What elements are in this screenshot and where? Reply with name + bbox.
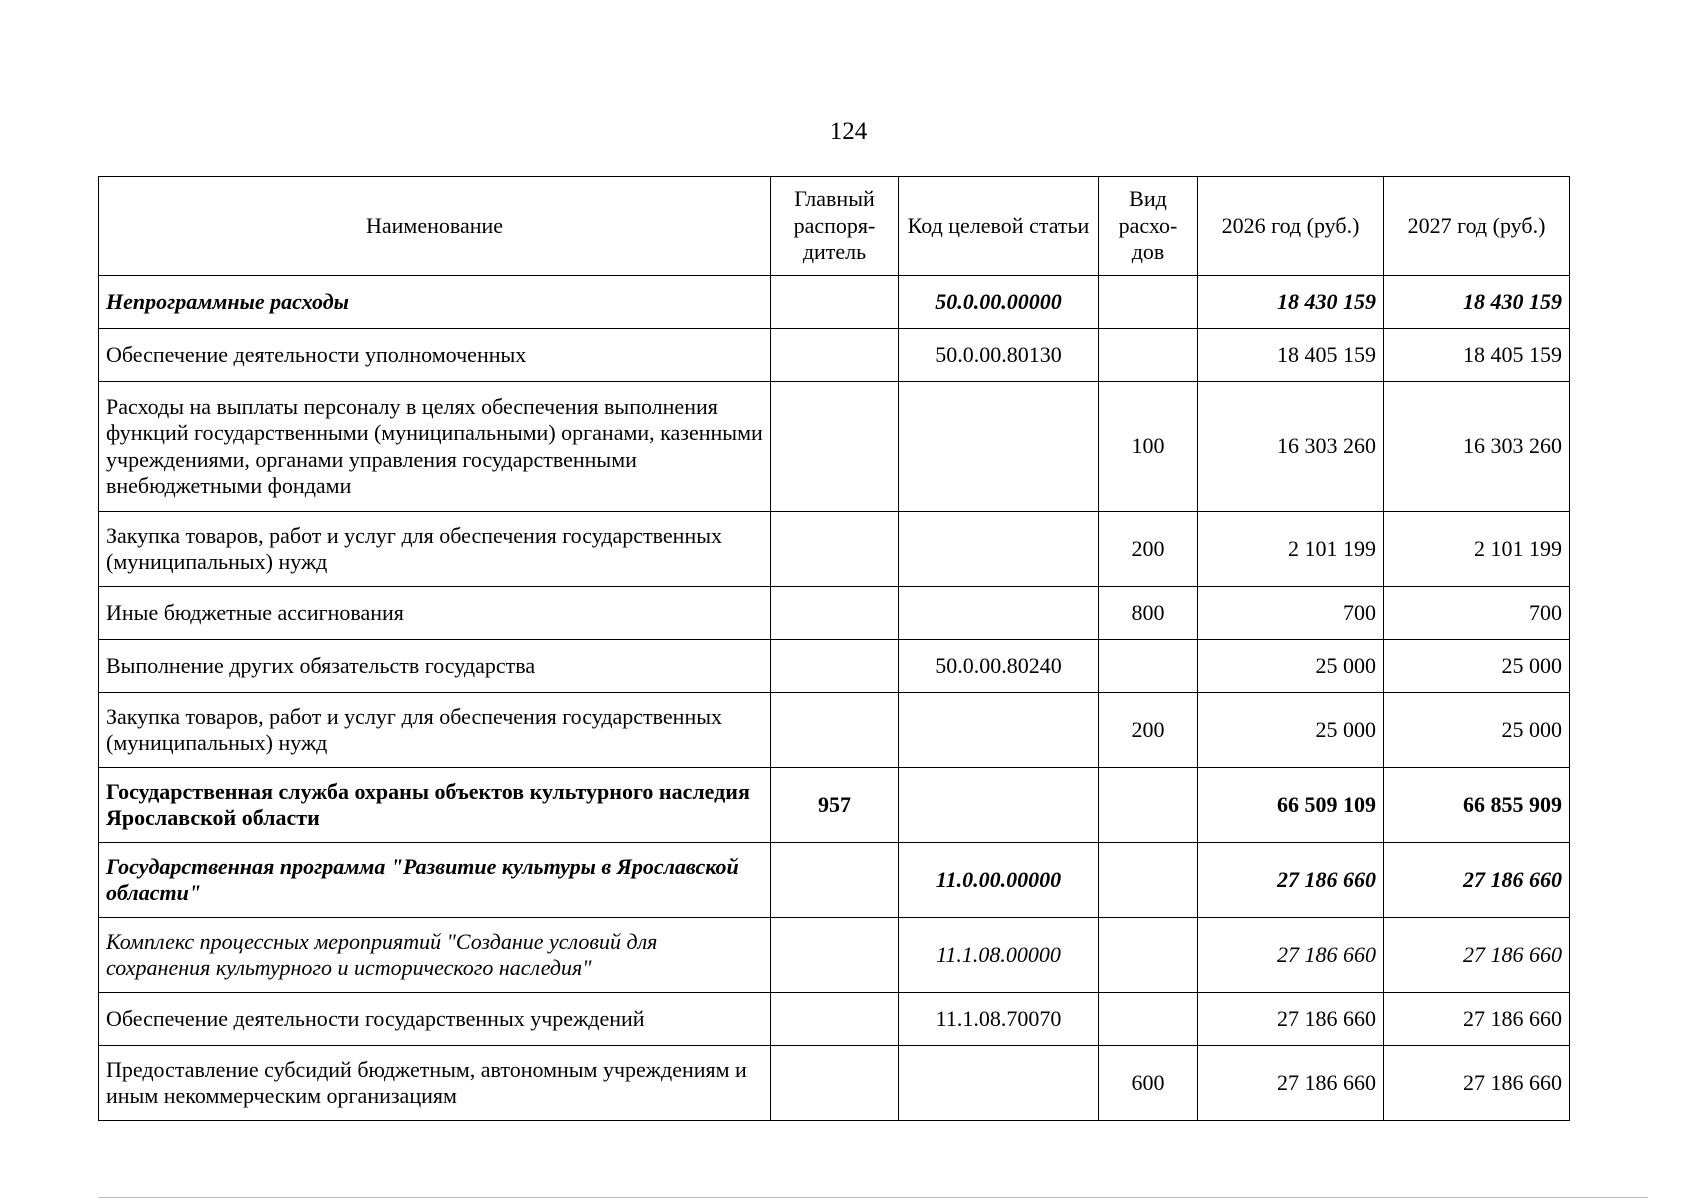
cell-code: 50.0.00.80130 (899, 329, 1099, 382)
cell-2027: 18 405 159 (1384, 329, 1570, 382)
cell-type (1099, 768, 1198, 843)
cell-2026: 18 430 159 (1198, 276, 1384, 329)
cell-2026: 25 000 (1198, 693, 1384, 768)
cell-type (1099, 276, 1198, 329)
cell-2027: 2 101 199 (1384, 512, 1570, 587)
cell-2027: 27 186 660 (1384, 993, 1570, 1046)
cell-2026: 27 186 660 (1198, 993, 1384, 1046)
cell-2026: 66 509 109 (1198, 768, 1384, 843)
cell-2027: 27 186 660 (1384, 843, 1570, 918)
cell-type (1099, 329, 1198, 382)
cell-2027: 27 186 660 (1384, 918, 1570, 993)
cell-type (1099, 918, 1198, 993)
table-row (99, 512, 1570, 587)
cell-type: 800 (1099, 587, 1198, 640)
cell-code: 11.1.08.00000 (899, 918, 1099, 993)
cell-type (1099, 843, 1198, 918)
cell-name: Расходы на выплаты персоналу в целях обеспечения выполнения функций государственными (муниципальными) органами, казенными учреждениями, органами управления государственными внебюджетными фондами (99, 382, 771, 512)
cell-2027: 66 855 909 (1384, 768, 1570, 843)
cell-name: Государственная программа "Развитие культуры в Ярославской области" (99, 843, 771, 918)
table-row (99, 329, 1570, 382)
table-header-row (99, 177, 1570, 276)
header-name: Наименование (99, 177, 771, 276)
cell-type: 600 (1099, 1046, 1198, 1121)
table-row (99, 843, 1570, 918)
cell-2027: 25 000 (1384, 693, 1570, 768)
cell-code (899, 1046, 1099, 1121)
cell-2027: 16 303 260 (1384, 382, 1570, 512)
header-admin: Главный распоря-дитель (771, 177, 899, 276)
cell-2026: 27 186 660 (1198, 918, 1384, 993)
cell-2026: 2 101 199 (1198, 512, 1384, 587)
table-row (99, 768, 1570, 843)
cell-admin (771, 382, 899, 512)
budget-table (98, 176, 1570, 1121)
cell-admin (771, 512, 899, 587)
cell-code (899, 382, 1099, 512)
cell-2026: 16 303 260 (1198, 382, 1384, 512)
cell-code: 50.0.00.80240 (899, 640, 1099, 693)
cell-code: 50.0.00.00000 (899, 276, 1099, 329)
cell-name: Иные бюджетные ассигнования (99, 587, 771, 640)
cell-code (899, 693, 1099, 768)
cell-type: 200 (1099, 512, 1198, 587)
cell-2027: 700 (1384, 587, 1570, 640)
cell-admin (771, 918, 899, 993)
cell-admin (771, 587, 899, 640)
cell-admin (771, 1046, 899, 1121)
cell-admin (771, 843, 899, 918)
cell-name: Предоставление субсидий бюджетным, автономным учреждениям и иным некоммерческим организациям (99, 1046, 771, 1121)
cell-code: 11.1.08.70070 (899, 993, 1099, 1046)
header-2026: 2026 год (руб.) (1198, 177, 1384, 276)
table-row (99, 382, 1570, 512)
header-2027: 2027 год (руб.) (1384, 177, 1570, 276)
table-row (99, 640, 1570, 693)
cell-name: Комплекс процессных мероприятий "Создание условий для сохранения культурного и исторического наследия" (99, 918, 771, 993)
cell-2026: 25 000 (1198, 640, 1384, 693)
table-row (99, 693, 1570, 768)
table-row (99, 587, 1570, 640)
cell-type: 100 (1099, 382, 1198, 512)
cell-2026: 27 186 660 (1198, 1046, 1384, 1121)
cell-admin (771, 276, 899, 329)
cell-2027: 25 000 (1384, 640, 1570, 693)
bottom-divider (98, 1197, 1648, 1198)
header-type: Вид расхо-дов (1099, 177, 1198, 276)
cell-name: Выполнение других обязательств государства (99, 640, 771, 693)
cell-2026: 18 405 159 (1198, 329, 1384, 382)
cell-admin: 957 (771, 768, 899, 843)
cell-admin (771, 693, 899, 768)
cell-admin (771, 993, 899, 1046)
cell-type (1099, 640, 1198, 693)
cell-2027: 18 430 159 (1384, 276, 1570, 329)
cell-code: 11.0.00.00000 (899, 843, 1099, 918)
table-row (99, 276, 1570, 329)
cell-2026: 27 186 660 (1198, 843, 1384, 918)
cell-admin (771, 640, 899, 693)
cell-name: Закупка товаров, работ и услуг для обеспечения государственных (муниципальных) нужд (99, 512, 771, 587)
header-code: Код целевой статьи (899, 177, 1099, 276)
cell-type (1099, 993, 1198, 1046)
cell-type: 200 (1099, 693, 1198, 768)
table-row (99, 918, 1570, 993)
cell-code (899, 587, 1099, 640)
table-row (99, 993, 1570, 1046)
cell-code (899, 768, 1099, 843)
cell-admin (771, 329, 899, 382)
table-row (99, 1046, 1570, 1121)
cell-code (899, 512, 1099, 587)
cell-name: Непрограммные расходы (99, 276, 771, 329)
cell-name: Обеспечение деятельности уполномоченных (99, 329, 771, 382)
cell-name: Государственная служба охраны объектов культурного наследия Ярославской области (99, 768, 771, 843)
cell-name: Закупка товаров, работ и услуг для обеспечения государственных (муниципальных) нужд (99, 693, 771, 768)
cell-2027: 27 186 660 (1384, 1046, 1570, 1121)
page-number: 124 (829, 118, 868, 145)
cell-name: Обеспечение деятельности государственных учреждений (99, 993, 771, 1046)
cell-2026: 700 (1198, 587, 1384, 640)
